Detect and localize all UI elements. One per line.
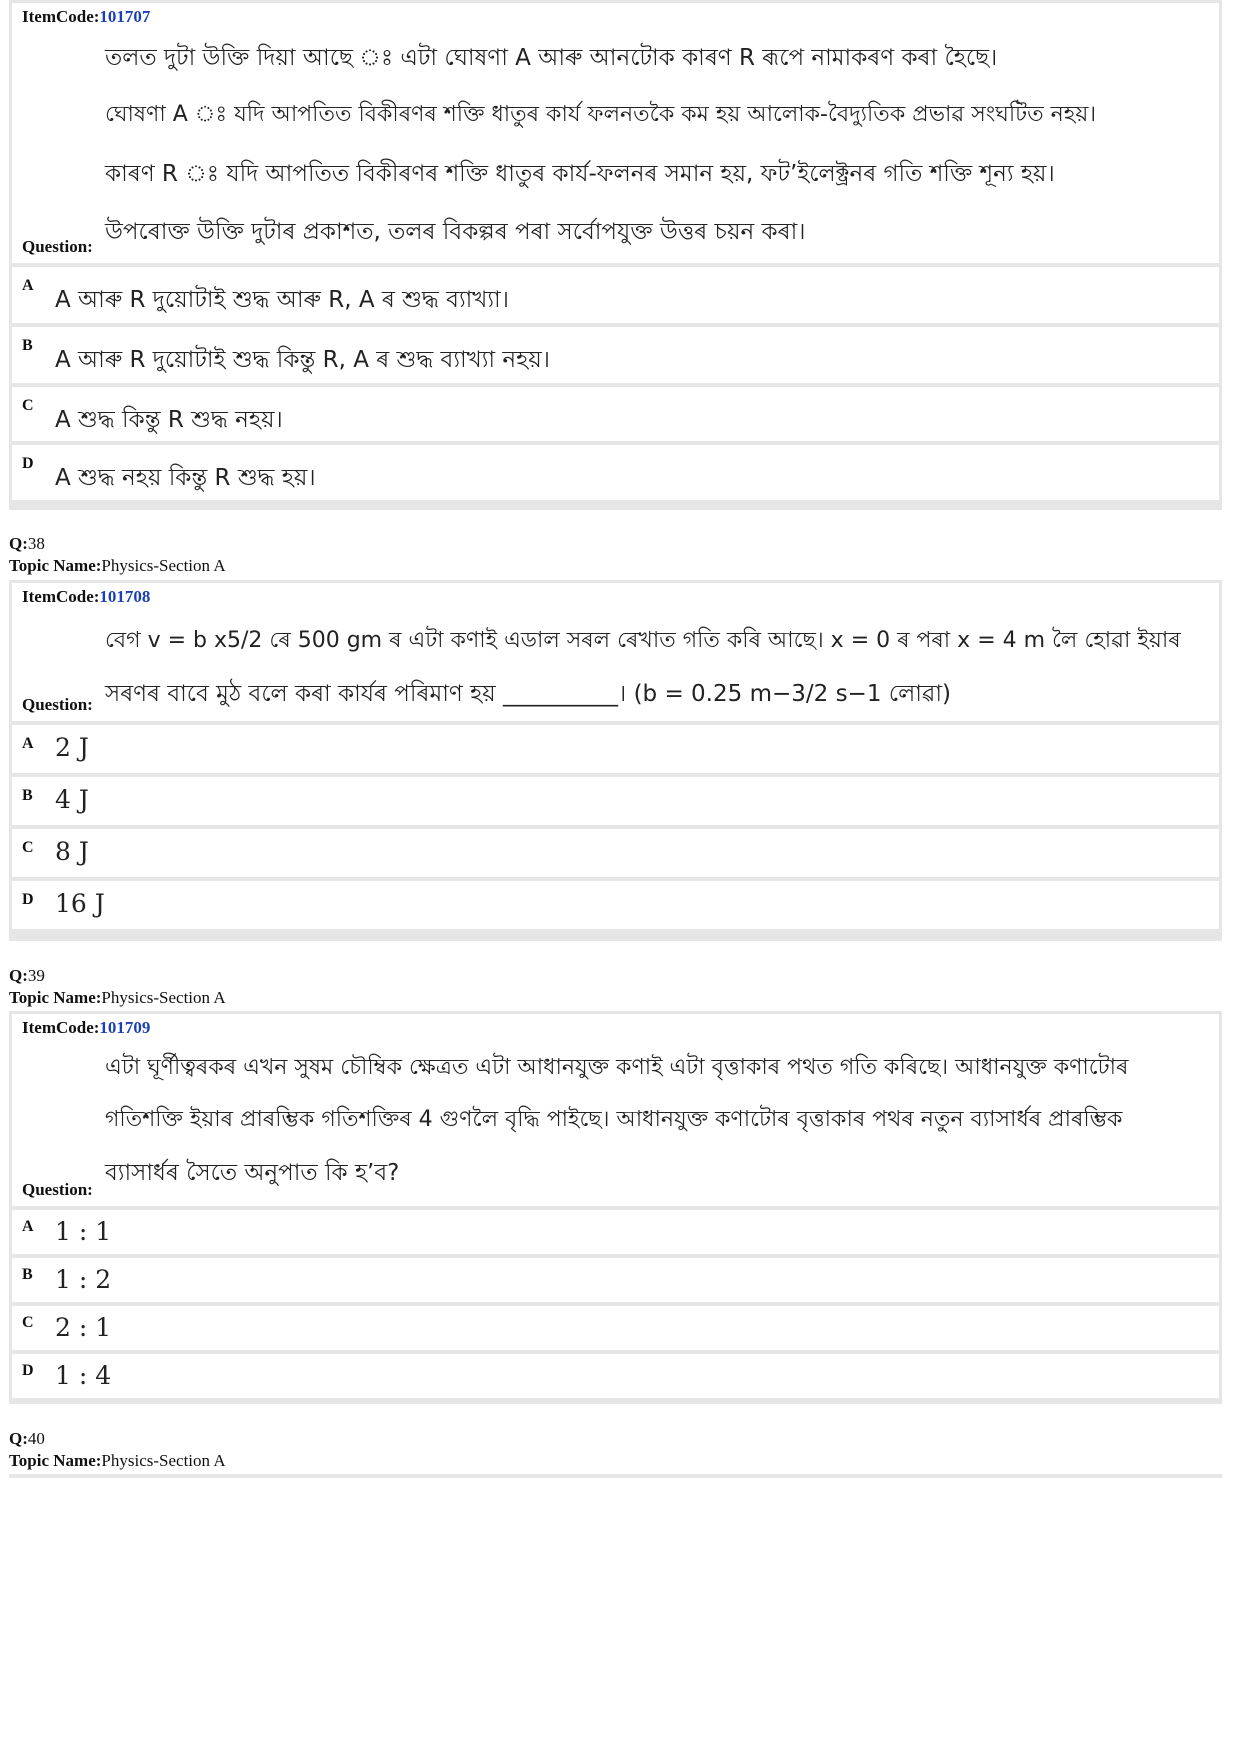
question-stem xyxy=(12,583,1219,721)
option-text: A আৰু R দুয়োটাই শুদ্ধ কিন্তু R, A ৰ শুদ্ধ ব্যাখ্যা নহয়। xyxy=(55,347,550,373)
option-text: A শুদ্ধ নহয় কিন্তু R শুদ্ধ হয়। xyxy=(55,465,316,491)
question-stem xyxy=(12,1014,1219,1206)
option-text: 16 J xyxy=(55,889,105,918)
question-line: ঘোষণা A ঃ যদি আপতিত বিকীৰণৰ শক্তি ধাতুৰ কাৰ্য ফলনতকৈ কম হয় আলোক-বৈদ্যুতিক প্ৰভাৱ সংঘটিত নহয়। xyxy=(105,102,1097,127)
option-d[interactable] xyxy=(12,1354,1219,1398)
question-line: গতিশক্তি ইয়াৰ প্ৰাৰম্ভিক গতিশক্তিৰ 4 গুণলৈ বৃদ্ধি পাইছে। আধানযুক্ত কণাটোৰ বৃত্তাকাৰ পথৰ নতুন ব্যাসাৰ্ধৰ প্ৰাৰম্ভিক xyxy=(105,1107,1123,1132)
option-letter: B xyxy=(22,787,33,804)
option-letter: A xyxy=(22,735,34,752)
option-letter: A xyxy=(22,277,34,294)
option-text: 8 J xyxy=(55,837,89,866)
option-d[interactable] xyxy=(12,445,1219,500)
option-letter: C xyxy=(22,397,34,414)
option-d[interactable] xyxy=(12,881,1219,929)
option-letter: D xyxy=(22,1362,34,1379)
topic-name-39: Topic Name:Physics-Section A xyxy=(9,988,226,1007)
option-c[interactable] xyxy=(12,1306,1219,1350)
question-number-39: Q:39 xyxy=(9,966,45,985)
option-c[interactable] xyxy=(12,387,1219,441)
question-number-38: Q:38 xyxy=(9,534,45,553)
option-letter: C xyxy=(22,839,34,856)
option-letter: A xyxy=(22,1218,34,1235)
option-letter: B xyxy=(22,337,33,354)
question-text xyxy=(105,39,1209,253)
question-line: ব্যাসাৰ্ধৰ সৈতে অনুপাত কি হ’ব? xyxy=(105,1160,400,1186)
option-letter: D xyxy=(22,455,34,472)
option-text: A আৰু R দুয়োটাই শুদ্ধ আৰু R, A ৰ শুদ্ধ ব্যাখ্যা। xyxy=(55,287,509,313)
question-text xyxy=(105,623,1209,715)
option-b[interactable] xyxy=(12,777,1219,825)
question-label: Question: xyxy=(22,237,93,256)
question-line: কাৰণ R ঃ যদি আপতিত বিকীৰণৰ শক্তি ধাতুৰ কাৰ্য-ফলনৰ সমান হয়, ফট’ইলেক্ট্ৰনৰ গতি শক্তি শূন্য হয়। xyxy=(105,161,1055,187)
option-letter: B xyxy=(22,1266,33,1283)
option-letter: C xyxy=(22,1314,34,1331)
question-line: সৰণৰ বাবে মুঠ বলে কৰা কাৰ্যৰ পৰিমাণ হয় __________। (b = 0.25 m−3/2 s−1 লোৱা) xyxy=(105,681,952,707)
option-text: 4 J xyxy=(55,785,89,814)
question-number-40: Q:40 xyxy=(9,1429,45,1448)
question-card-39 xyxy=(9,1011,1222,1404)
topic-name-38: Topic Name:Physics-Section A xyxy=(9,556,226,575)
question-line: তলত দুটা উক্তি দিয়া আছে ঃ এটা ঘোষণা A আৰু আনটোক কাৰণ R ৰূপে নামাকৰণ কৰা হৈছে। xyxy=(105,45,998,71)
question-line: উপৰোক্ত উক্তি দুটাৰ প্ৰকাশত, তলৰ বিকল্পৰ পৰা সৰ্বোপযুক্ত উত্তৰ চয়ন কৰা। xyxy=(105,219,806,245)
option-letter: D xyxy=(22,891,34,908)
item-code: ItemCode:101709 xyxy=(22,1018,151,1037)
question-text xyxy=(105,1050,1209,1194)
option-a[interactable] xyxy=(12,725,1219,773)
question-label: Question: xyxy=(22,695,93,714)
question-card-37 xyxy=(9,0,1222,510)
question-line: এটা ঘূৰ্ণীত্বৰকৰ এখন সুষম চৌম্বিক ক্ষেত্ৰত এটা আধানযুক্ত কণাই এটা বৃত্তাকাৰ পথত গতি কৰিছে। আধানযুক্ত কণাটোৰ xyxy=(105,1055,1129,1080)
option-c[interactable] xyxy=(12,829,1219,877)
section-divider xyxy=(9,1474,1222,1478)
item-code: ItemCode:101707 xyxy=(22,7,151,26)
option-a[interactable] xyxy=(12,267,1219,323)
topic-name-40: Topic Name:Physics-Section A xyxy=(9,1451,226,1470)
option-text: 1 : 4 xyxy=(55,1361,112,1390)
item-code: ItemCode:101708 xyxy=(22,587,151,606)
question-label: Question: xyxy=(22,1180,93,1199)
question-card-38 xyxy=(9,580,1222,941)
option-text: 2 J xyxy=(55,733,89,762)
option-text: A শুদ্ধ কিন্তু R শুদ্ধ নহয়। xyxy=(55,407,283,433)
option-b[interactable] xyxy=(12,1258,1219,1302)
option-a[interactable] xyxy=(12,1210,1219,1254)
question-line: বেগ v = b x5/2 ৰে 500 gm ৰ এটা কণাই এডাল সৰল ৰেখাত গতি কৰি আছে। x = 0 ৰ পৰা x = 4 m লৈ হোৱা ইয়াৰ xyxy=(105,628,1181,653)
option-b[interactable] xyxy=(12,327,1219,383)
option-text: 1 : 1 xyxy=(55,1217,112,1246)
option-text: 2 : 1 xyxy=(55,1313,112,1342)
question-stem xyxy=(12,3,1219,263)
option-text: 1 : 2 xyxy=(55,1265,112,1294)
